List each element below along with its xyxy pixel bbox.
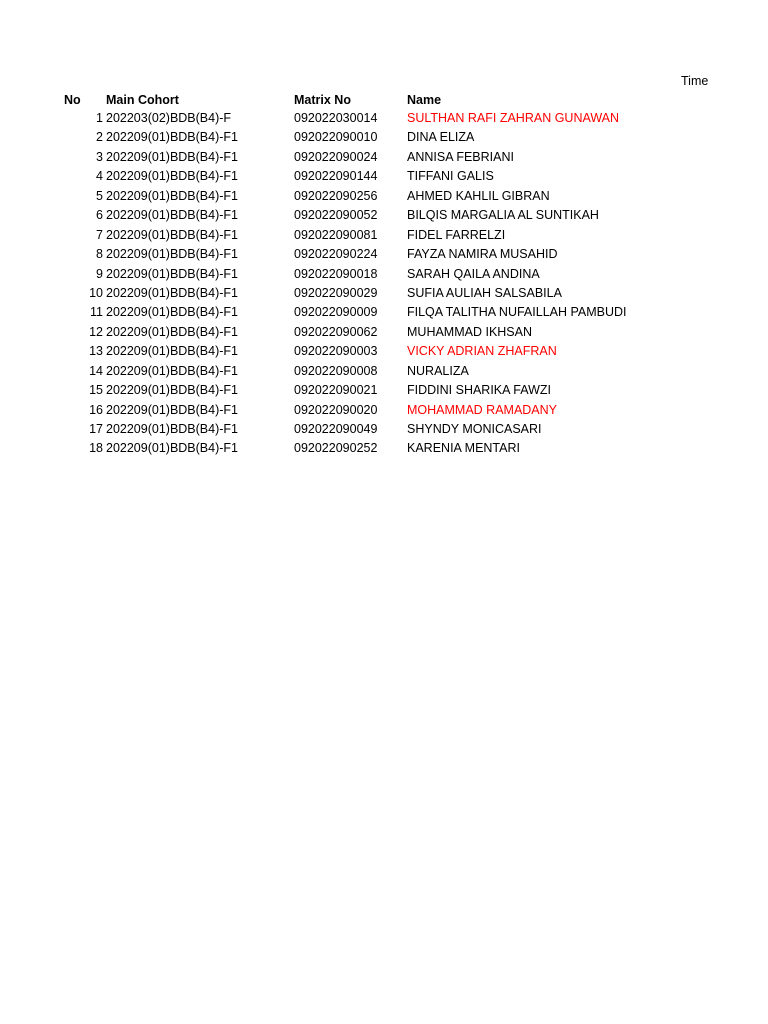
- row-name: TIFFANI GALIS: [407, 169, 494, 184]
- row-matrix-no: 092022090021: [294, 383, 378, 398]
- row-number: 1: [96, 111, 103, 125]
- row-main-cohort: 202209(01)BDB(B4)-F1: [106, 208, 239, 223]
- table-row: [0, 401, 768, 420]
- row-main-cohort: 202209(01)BDB(B4)-F1: [106, 402, 239, 417]
- row-name: SARAH QAILA ANDINA: [407, 266, 540, 281]
- row-number: 18: [89, 441, 103, 456]
- row-main-cohort: 202209(01)BDB(B4)-F1: [106, 247, 239, 262]
- row-number: 8: [96, 247, 103, 262]
- row-main-cohort: 202209(01)BDB(B4)-F1: [106, 227, 239, 242]
- row-number: 17: [89, 422, 103, 436]
- table-row: [0, 362, 768, 381]
- row-number: 10: [89, 285, 103, 300]
- row-main-cohort: 202209(01)BDB(B4)-F1: [106, 285, 239, 300]
- row-name: MOHAMMAD RAMADANY: [407, 402, 558, 417]
- row-matrix-no: 092022090224: [294, 247, 378, 262]
- row-name: SUFIA AULIAH SALSABILA: [407, 285, 562, 300]
- row-number: 3: [96, 149, 103, 164]
- row-name: ANNISA FEBRIANI: [407, 149, 514, 164]
- table-row: [0, 245, 768, 264]
- row-matrix-no: 092022090049: [294, 422, 378, 436]
- row-name: MUHAMMAD IKHSAN: [407, 324, 533, 339]
- row-name: BILQIS MARGALIA AL SUNTIKAH: [407, 208, 599, 223]
- table-row: [0, 439, 768, 458]
- row-main-cohort: 202209(01)BDB(B4)-F1: [106, 188, 239, 203]
- table-row: [0, 323, 768, 342]
- table-header: [0, 92, 768, 108]
- row-main-cohort: 202209(01)BDB(B4)-F1: [106, 441, 239, 456]
- row-name: VICKY ADRIAN ZHAFRAN: [407, 344, 557, 359]
- table-row: [0, 303, 768, 322]
- row-matrix-no: 092022090081: [294, 227, 378, 242]
- table-row: [0, 187, 768, 206]
- clipped-title-text: Time: [681, 74, 709, 88]
- row-matrix-no: 092022090024: [294, 149, 378, 164]
- header-no: No: [64, 93, 81, 107]
- row-main-cohort: 202209(01)BDB(B4)-F1: [106, 149, 239, 164]
- header-name: Name: [407, 93, 442, 107]
- row-main-cohort: 202203(02)BDB(B4)-F: [106, 111, 232, 125]
- row-name: FIDEL FARRELZI: [407, 227, 506, 242]
- row-main-cohort: 202209(01)BDB(B4)-F1: [106, 305, 239, 320]
- row-main-cohort: 202209(01)BDB(B4)-F1: [106, 266, 239, 281]
- row-matrix-no: 092022090009: [294, 305, 378, 320]
- row-matrix-no: 092022090144: [294, 169, 378, 184]
- header-main-cohort: Main Cohort: [106, 93, 179, 107]
- row-matrix-no: 092022090010: [294, 130, 378, 145]
- row-main-cohort: 202209(01)BDB(B4)-F1: [106, 324, 239, 339]
- row-number: 4: [96, 169, 103, 184]
- row-matrix-no: 092022090062: [294, 324, 378, 339]
- row-number: 7: [96, 227, 103, 242]
- row-name: SHYNDY MONICASARI: [407, 422, 542, 436]
- table-row: [0, 226, 768, 245]
- row-name: DINA ELIZA: [407, 130, 475, 145]
- row-number: 11: [90, 305, 103, 320]
- row-matrix-no: 092022090029: [294, 285, 378, 300]
- table-row: [0, 167, 768, 186]
- row-matrix-no: 092022090252: [294, 441, 378, 456]
- row-name: NURALIZA: [407, 363, 469, 378]
- row-matrix-no: 092022090018: [294, 266, 378, 281]
- row-main-cohort: 202209(01)BDB(B4)-F1: [106, 130, 239, 145]
- row-main-cohort: 202209(01)BDB(B4)-F1: [106, 383, 239, 398]
- row-number: 16: [89, 402, 103, 417]
- table-row: [0, 381, 768, 400]
- row-number: 15: [89, 383, 103, 398]
- row-main-cohort: 202209(01)BDB(B4)-F1: [106, 363, 239, 378]
- row-number: 14: [89, 363, 103, 378]
- table-row: [0, 420, 768, 439]
- row-name: SULTHAN RAFI ZAHRAN GUNAWAN: [407, 111, 620, 125]
- row-matrix-no: 092022030014: [294, 111, 378, 125]
- table-row: [0, 109, 768, 128]
- row-matrix-no: 092022090256: [294, 188, 378, 203]
- row-matrix-no: 092022090008: [294, 363, 378, 378]
- row-name: KARENIA MENTARI: [407, 441, 520, 456]
- table-row: [0, 128, 768, 147]
- row-main-cohort: 202209(01)BDB(B4)-F1: [106, 422, 239, 436]
- row-name: FIDDINI SHARIKA FAWZI: [407, 383, 551, 398]
- row-number: 13: [89, 344, 103, 359]
- row-matrix-no: 092022090020: [294, 402, 378, 417]
- table-row: [0, 284, 768, 303]
- row-name: FILQA TALITHA NUFAILLAH PAMBUDI: [407, 305, 627, 320]
- row-main-cohort: 202209(01)BDB(B4)-F1: [106, 169, 239, 184]
- row-number: 5: [96, 188, 103, 203]
- row-matrix-no: 092022090052: [294, 208, 378, 223]
- header-matrix-no: Matrix No: [294, 93, 351, 107]
- table-body: [0, 109, 768, 459]
- row-number: 2: [96, 130, 103, 145]
- row-name: AHMED KAHLIL GIBRAN: [407, 188, 550, 203]
- table-row: [0, 342, 768, 361]
- table-row: [0, 148, 768, 167]
- row-number: 12: [89, 324, 103, 339]
- row-main-cohort: 202209(01)BDB(B4)-F1: [106, 344, 239, 359]
- row-number: 6: [96, 208, 103, 223]
- row-name: FAYZA NAMIRA MUSAHID: [407, 247, 558, 262]
- table-row: [0, 206, 768, 225]
- table-row: [0, 265, 768, 284]
- row-number: 9: [96, 266, 103, 281]
- row-matrix-no: 092022090003: [294, 344, 378, 359]
